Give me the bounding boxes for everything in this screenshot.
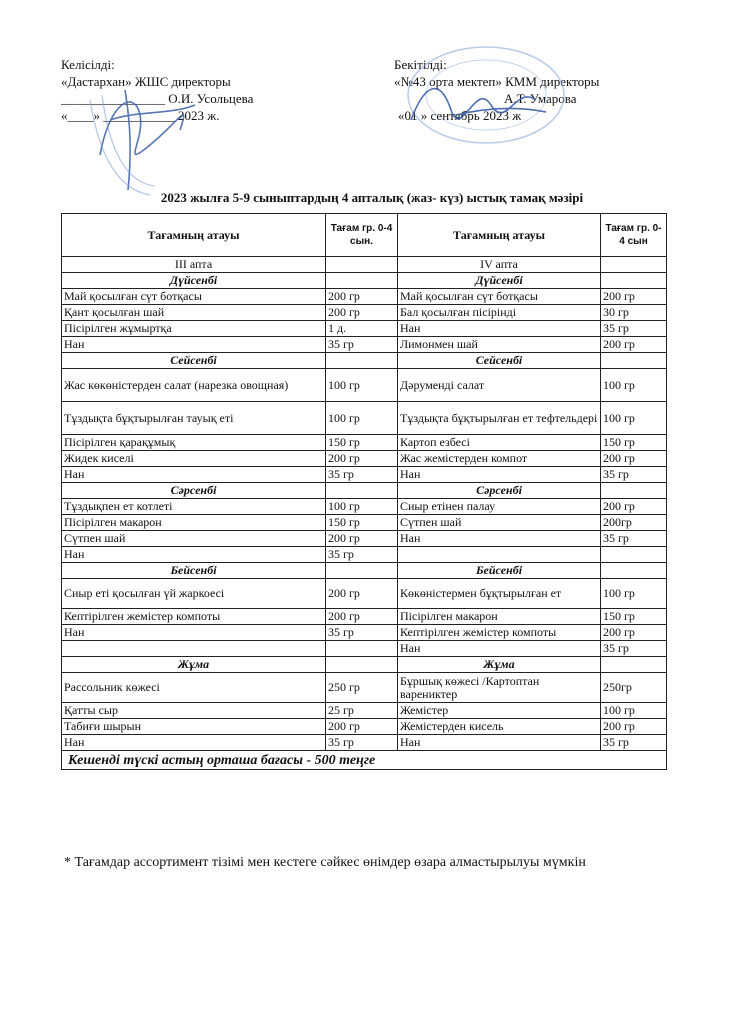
footer-row: [62, 751, 667, 770]
empty-cell: [601, 273, 667, 289]
dish-portion-right: 35 гр: [601, 321, 667, 337]
table-row: [62, 719, 667, 735]
footnote-text: * Тағамдар ассортимент тізімі мен кестеге сәйкес өнімдер өзара алмастырылуы мүмкін: [64, 855, 586, 870]
dish-name-right: Май қосылған сүт ботқасы: [398, 289, 601, 305]
dish-name-right: Нан: [398, 531, 601, 547]
approved-signatory: А.Т. Умарова: [504, 91, 577, 106]
dish-name-left: Қатты сыр: [62, 703, 326, 719]
dish-portion-right: [601, 547, 667, 563]
day-label-right: Дүйсенбі: [398, 273, 601, 289]
approved-label: Бекітілді:: [394, 57, 447, 72]
dish-portion-right: 200 гр: [601, 499, 667, 515]
empty-cell: [601, 353, 667, 369]
table-row: [62, 673, 667, 703]
dish-portion-left: 35 гр: [326, 735, 398, 751]
dish-name-right: Тұздықта бұқтырылған ет тефтельдері: [398, 402, 601, 435]
dish-portion-left: 200 гр: [326, 609, 398, 625]
dish-portion-left: 200 гр: [326, 719, 398, 735]
footnote: [52, 852, 692, 874]
day-label-left: Жұма: [62, 657, 326, 673]
dish-name-left: Май қосылған сүт ботқасы: [62, 289, 326, 305]
empty-cell: [326, 563, 398, 579]
empty-cell: [326, 483, 398, 499]
dish-portion-left: 1 д.: [326, 321, 398, 337]
dish-name-left: Қант қосылған шай: [62, 305, 326, 321]
dish-name-left: Сүтпен шай: [62, 531, 326, 547]
dish-portion-left: [326, 641, 398, 657]
agreed-org: «Дастархан» ЖШС директоры: [61, 74, 231, 89]
empty-cell: [326, 273, 398, 289]
dish-name-left: Пісірілген жұмыртқа: [62, 321, 326, 337]
dish-portion-right: 200 гр: [601, 289, 667, 305]
table-row: [62, 531, 667, 547]
table-row: [62, 402, 667, 435]
dish-portion-left: 150 гр: [326, 515, 398, 531]
agreed-signatory: ________________ О.И. Усольцева: [61, 91, 254, 106]
empty-cell: [601, 483, 667, 499]
menu-table: [61, 213, 667, 770]
approval-block-left: [61, 56, 253, 124]
dish-name-right: Дәруменді салат: [398, 369, 601, 402]
dish-portion-left: 200 гр: [326, 289, 398, 305]
dish-name-right: Жемістер: [398, 703, 601, 719]
dish-portion-left: 100 гр: [326, 499, 398, 515]
dish-name-left: Сиыр еті қосылған үй жаркоесі: [62, 579, 326, 609]
dish-portion-left: 100 гр: [326, 369, 398, 402]
dish-name-right: Лимонмен шай: [398, 337, 601, 353]
dish-portion-right: 150 гр: [601, 609, 667, 625]
day-label-right: Сейсенбі: [398, 353, 601, 369]
dish-portion-right: 100 гр: [601, 703, 667, 719]
table-row: [62, 305, 667, 321]
dish-portion-right: 200 гр: [601, 719, 667, 735]
dish-name-right: Нан: [398, 321, 601, 337]
dish-portion-left: 200 гр: [326, 451, 398, 467]
average-price: Кешенді түскі астың орташа бағасы - 500 теңге: [62, 751, 667, 770]
dish-portion-left: 150 гр: [326, 435, 398, 451]
dish-name-left: Пісірілген қарақұмық: [62, 435, 326, 451]
empty-cell: [326, 353, 398, 369]
dish-name-right: Сиыр етінен палау: [398, 499, 601, 515]
col-header-name-left: Тағамның атауы: [62, 214, 326, 257]
dish-portion-right: 35 гр: [601, 641, 667, 657]
dish-portion-left: 35 гр: [326, 467, 398, 483]
table-row: [62, 735, 667, 751]
approved-date: «01 » сентябрь 2023 ж: [398, 108, 522, 123]
week-row: [62, 257, 667, 273]
dish-name-left: [62, 641, 326, 657]
dish-portion-left: 35 гр: [326, 337, 398, 353]
table-row: [62, 451, 667, 467]
dish-name-left: Жидек киселі: [62, 451, 326, 467]
table-row: [62, 337, 667, 353]
week-left: III апта: [62, 257, 326, 273]
dish-name-right: Нан: [398, 735, 601, 751]
dish-name-right: Сүтпен шай: [398, 515, 601, 531]
dish-portion-left: 35 гр: [326, 547, 398, 563]
empty-cell: [601, 657, 667, 673]
table-row: [62, 641, 667, 657]
dish-portion-left: 250 гр: [326, 673, 398, 703]
day-label-left: Сейсенбі: [62, 353, 326, 369]
dish-name-right: Бұршық көжесі /Картоптан варениктер: [398, 673, 601, 703]
dish-name-right: Көкөністермен бұқтырылған ет: [398, 579, 601, 609]
table-row: [62, 289, 667, 305]
dish-portion-left: 25 гр: [326, 703, 398, 719]
dish-name-left: Жас көкөністерден салат (нарезка овощная): [62, 369, 326, 402]
day-row: [62, 273, 667, 289]
dish-portion-right: 200гр: [601, 515, 667, 531]
dish-portion-right: 30 гр: [601, 305, 667, 321]
empty-cell: [326, 657, 398, 673]
table-row: [62, 369, 667, 402]
dish-name-right: Кептірілген жемістер компоты: [398, 625, 601, 641]
empty-cell: [601, 563, 667, 579]
dish-name-left: Пісірілген макарон: [62, 515, 326, 531]
day-label-left: Бейсенбі: [62, 563, 326, 579]
empty-cell: [601, 257, 667, 273]
dish-name-left: Нан: [62, 337, 326, 353]
table-header-row: [62, 214, 667, 257]
dish-name-right: Пісірілген макарон: [398, 609, 601, 625]
dish-name-right: Бал қосылған пісірінді: [398, 305, 601, 321]
day-row: [62, 483, 667, 499]
dish-name-left: Нан: [62, 735, 326, 751]
day-label-right: Жұма: [398, 657, 601, 673]
col-header-portion-left: Тағам гр. 0-4 сын.: [326, 214, 398, 257]
dish-name-right: Нан: [398, 641, 601, 657]
dish-name-left: Тұздықпен ет котлеті: [62, 499, 326, 515]
table-row: [62, 515, 667, 531]
table-row: [62, 625, 667, 641]
day-label-right: Сәрсенбі: [398, 483, 601, 499]
dish-name-right: Жемістерден кисель: [398, 719, 601, 735]
dish-portion-right: 100 гр: [601, 579, 667, 609]
dish-name-left: Нан: [62, 625, 326, 641]
dish-name-left: Рассольник көжесі: [62, 673, 326, 703]
week-right: IV апта: [398, 257, 601, 273]
dish-portion-right: 100 гр: [601, 369, 667, 402]
dish-name-left: Кептірілген жемістер компоты: [62, 609, 326, 625]
agreed-date: «____» ___________ 2023 ж.: [61, 108, 220, 123]
table-row: [62, 467, 667, 483]
menu-title: 2023 жылға 5-9 сыныптардың 4 апталық (жаз- күз) ыстық тамақ мәзірі: [160, 190, 584, 205]
dish-portion-left: 35 гр: [326, 625, 398, 641]
dish-portion-right: 100 гр: [601, 402, 667, 435]
dish-name-right: [398, 547, 601, 563]
dish-name-left: Табиғи шырын: [62, 719, 326, 735]
day-row: [62, 563, 667, 579]
dish-portion-right: 200 гр: [601, 451, 667, 467]
table-row: [62, 609, 667, 625]
dish-portion-right: 200 гр: [601, 337, 667, 353]
dish-portion-left: 100 гр: [326, 402, 398, 435]
dish-portion-right: 200 гр: [601, 625, 667, 641]
dish-name-left: Тұздықта бұқтырылған тауық еті: [62, 402, 326, 435]
agreed-label: Келісілді:: [61, 57, 115, 72]
table-row: [62, 435, 667, 451]
table-row: [62, 579, 667, 609]
day-label-left: Дүйсенбі: [62, 273, 326, 289]
dish-name-right: Картоп езбесі: [398, 435, 601, 451]
day-label-left: Сәрсенбі: [62, 483, 326, 499]
day-row: [62, 657, 667, 673]
table-row: [62, 703, 667, 719]
col-header-portion-right: Тағам гр. 0-4 сын: [601, 214, 667, 257]
col-header-name-right: Тағамның атауы: [398, 214, 601, 257]
approved-org: «№43 орта мектеп» КММ директоры: [394, 74, 600, 89]
approval-block-right: [394, 56, 599, 124]
dish-portion-right: 250гр: [601, 673, 667, 703]
dish-name-left: Нан: [62, 547, 326, 563]
table-row: [62, 499, 667, 515]
dish-portion-left: 200 гр: [326, 579, 398, 609]
dish-name-right: Жас жемістерден компот: [398, 451, 601, 467]
dish-portion-right: 35 гр: [601, 467, 667, 483]
dish-portion-right: 35 гр: [601, 735, 667, 751]
dish-portion-left: 200 гр: [326, 531, 398, 547]
dish-portion-left: 200 гр: [326, 305, 398, 321]
day-row: [62, 353, 667, 369]
dish-portion-right: 150 гр: [601, 435, 667, 451]
dish-name-left: Нан: [62, 467, 326, 483]
empty-cell: [326, 257, 398, 273]
table-row: [62, 547, 667, 563]
dish-name-right: Нан: [398, 467, 601, 483]
day-label-right: Бейсенбі: [398, 563, 601, 579]
table-row: [62, 321, 667, 337]
dish-portion-right: 35 гр: [601, 531, 667, 547]
